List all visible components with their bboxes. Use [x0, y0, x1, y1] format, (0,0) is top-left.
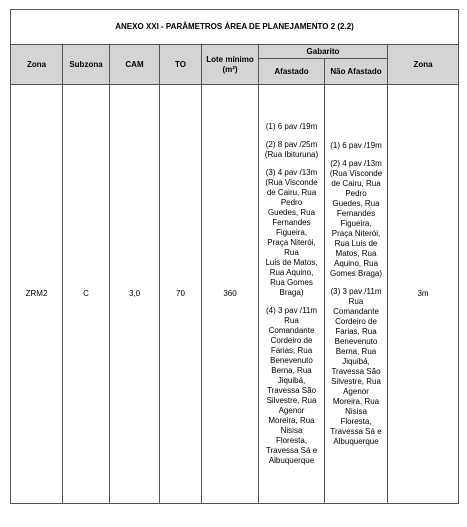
gabarito-line: Nisisa [345, 407, 367, 416]
gabarito-line: Cordeiro de [335, 317, 377, 326]
gabarito-line: Pedro [345, 189, 367, 198]
gabarito-line: Jiquibá, [277, 376, 306, 385]
gabarito-line: Rua Aquino, [269, 268, 314, 277]
gabarito-line: Cordeiro de [270, 336, 313, 345]
block-gap [325, 151, 387, 159]
gabarito-block [259, 306, 324, 466]
gabarito-line: (Rua Visconde [265, 178, 318, 187]
gabarito-line: Matos, Rua [335, 249, 377, 258]
nao-afastado-blocks [325, 141, 387, 447]
header-lote-label: Lote mínimo [206, 54, 254, 64]
header-lote-unit: (m²) [222, 64, 238, 74]
table-title: ANEXO XXI - PARÂMETROS ÁREA DE PLANEJAMENTO 2 (2.2) [11, 10, 459, 45]
gabarito-line: (4) 3 pav /11m [266, 306, 317, 315]
header-zona: Zona [11, 45, 63, 85]
afastado-blocks [259, 122, 324, 466]
header-to: TO [160, 45, 202, 85]
gabarito-line: Floresta, [340, 417, 372, 426]
gabarito-line: Travessa Sá e [330, 427, 382, 436]
gabarito-line: (Rua Ibituruna) [264, 150, 319, 159]
gabarito-line: Rua [348, 297, 364, 306]
gabarito-line: de Cairu, Rua [266, 188, 317, 197]
gabarito-line: Farias, Rua [270, 346, 313, 355]
cell-to: 70 [160, 85, 202, 504]
gabarito-line: Berna, Rua [335, 347, 377, 356]
gabarito-block [325, 287, 387, 447]
gabarito-line: Guedes, Rua [267, 208, 316, 217]
gabarito-line: Moreira, Rua [268, 416, 315, 425]
header-lote-minimo [202, 45, 259, 85]
header-gabarito: Gabarito [259, 45, 388, 59]
gabarito-line: (3) 3 pav /11m [330, 287, 382, 296]
gabarito-block [259, 140, 324, 160]
gabarito-line: Guedes, Rua [332, 199, 380, 208]
block-gap [259, 298, 324, 306]
gabarito-line: Comandante [268, 326, 315, 335]
gabarito-line: Travessa São [331, 367, 381, 376]
gabarito-line: Agenor [343, 387, 369, 396]
block-gap [325, 279, 387, 287]
cell-subzona: C [63, 85, 110, 504]
block-gap [259, 160, 324, 168]
cell-cam: 3,0 [110, 85, 160, 504]
header-zona-right: Zona [388, 45, 459, 85]
gabarito-line: Nisisa [280, 426, 303, 435]
gabarito-line: Moreira, Rua [332, 397, 380, 406]
gabarito-line: (1) 6 pav /19m [330, 141, 382, 150]
gabarito-block [259, 122, 324, 132]
block-gap [259, 132, 324, 140]
gabarito-line: Figueira, [340, 219, 372, 228]
cell-lote-minimo: 360 [202, 85, 259, 504]
header-cam: CAM [110, 45, 160, 85]
gabarito-line: Berna, Rua [271, 366, 312, 375]
gabarito-line: Benevenuto [270, 356, 313, 365]
gabarito-line: Luis de Matos, [265, 258, 318, 267]
gabarito-line: Rua [284, 248, 299, 257]
gabarito-line: Rua Gomes [270, 278, 313, 287]
gabarito-line: (Rua Visconde [329, 169, 383, 178]
gabarito-line: Silvestre, Rua [331, 377, 381, 386]
gabarito-line: (2) 8 pav /25m [265, 140, 318, 149]
gabarito-line: Figueira, [275, 228, 308, 237]
gabarito-line: de Cairu, Rua [331, 179, 381, 188]
cell-zona-right: 3m [388, 85, 459, 504]
gabarito-line: Fernandes [272, 218, 311, 227]
gabarito-line: Agenor [278, 406, 305, 415]
header-subzona: Subzona [63, 45, 110, 85]
gabarito-line: Travessa Sá e [265, 446, 318, 455]
gabarito-line: (3) 4 pav /13m [265, 168, 318, 177]
gabarito-line: Jiquibá, [342, 357, 370, 366]
cell-zona: ZRM2 [11, 85, 63, 504]
gabarito-block [325, 159, 387, 279]
gabarito-line: Pedro [280, 198, 303, 207]
gabarito-line: (1) 6 pav /19m [265, 122, 318, 131]
header-nao-afastado: Não Afastado [325, 59, 388, 85]
gabarito-line: Travessa São [266, 386, 317, 395]
gabarito-line: Praça Niterói, [331, 229, 381, 238]
gabarito-line: Braga) [279, 288, 304, 297]
gabarito-line: Silvestre, Rua [266, 396, 317, 405]
gabarito-block [325, 141, 387, 151]
gabarito-line: (2) 4 pav /13m [330, 159, 382, 168]
cell-nao-afastado [325, 85, 388, 504]
cell-afastado [259, 85, 325, 504]
gabarito-line: Gomes Braga) [329, 269, 383, 278]
gabarito-line: Rua [284, 316, 299, 325]
gabarito-line: Farias, Rua [335, 327, 377, 336]
gabarito-line: Albuquerque [268, 456, 315, 465]
gabarito-line: Benevenuto [334, 337, 378, 346]
gabarito-line: Floresta, [275, 436, 308, 445]
gabarito-line: Aquino, Rua [333, 259, 379, 268]
gabarito-line: Comandante [333, 307, 379, 316]
gabarito-line: Rua Luis de [334, 239, 378, 248]
table-row [11, 85, 459, 504]
gabarito-line: Praça Niterói, [267, 238, 316, 247]
gabarito-line: Fernandes [336, 209, 376, 218]
header-afastado: Afastado [259, 59, 325, 85]
gabarito-line: Albuquerque [333, 437, 379, 446]
parametros-table [10, 9, 459, 504]
gabarito-block [259, 168, 324, 298]
